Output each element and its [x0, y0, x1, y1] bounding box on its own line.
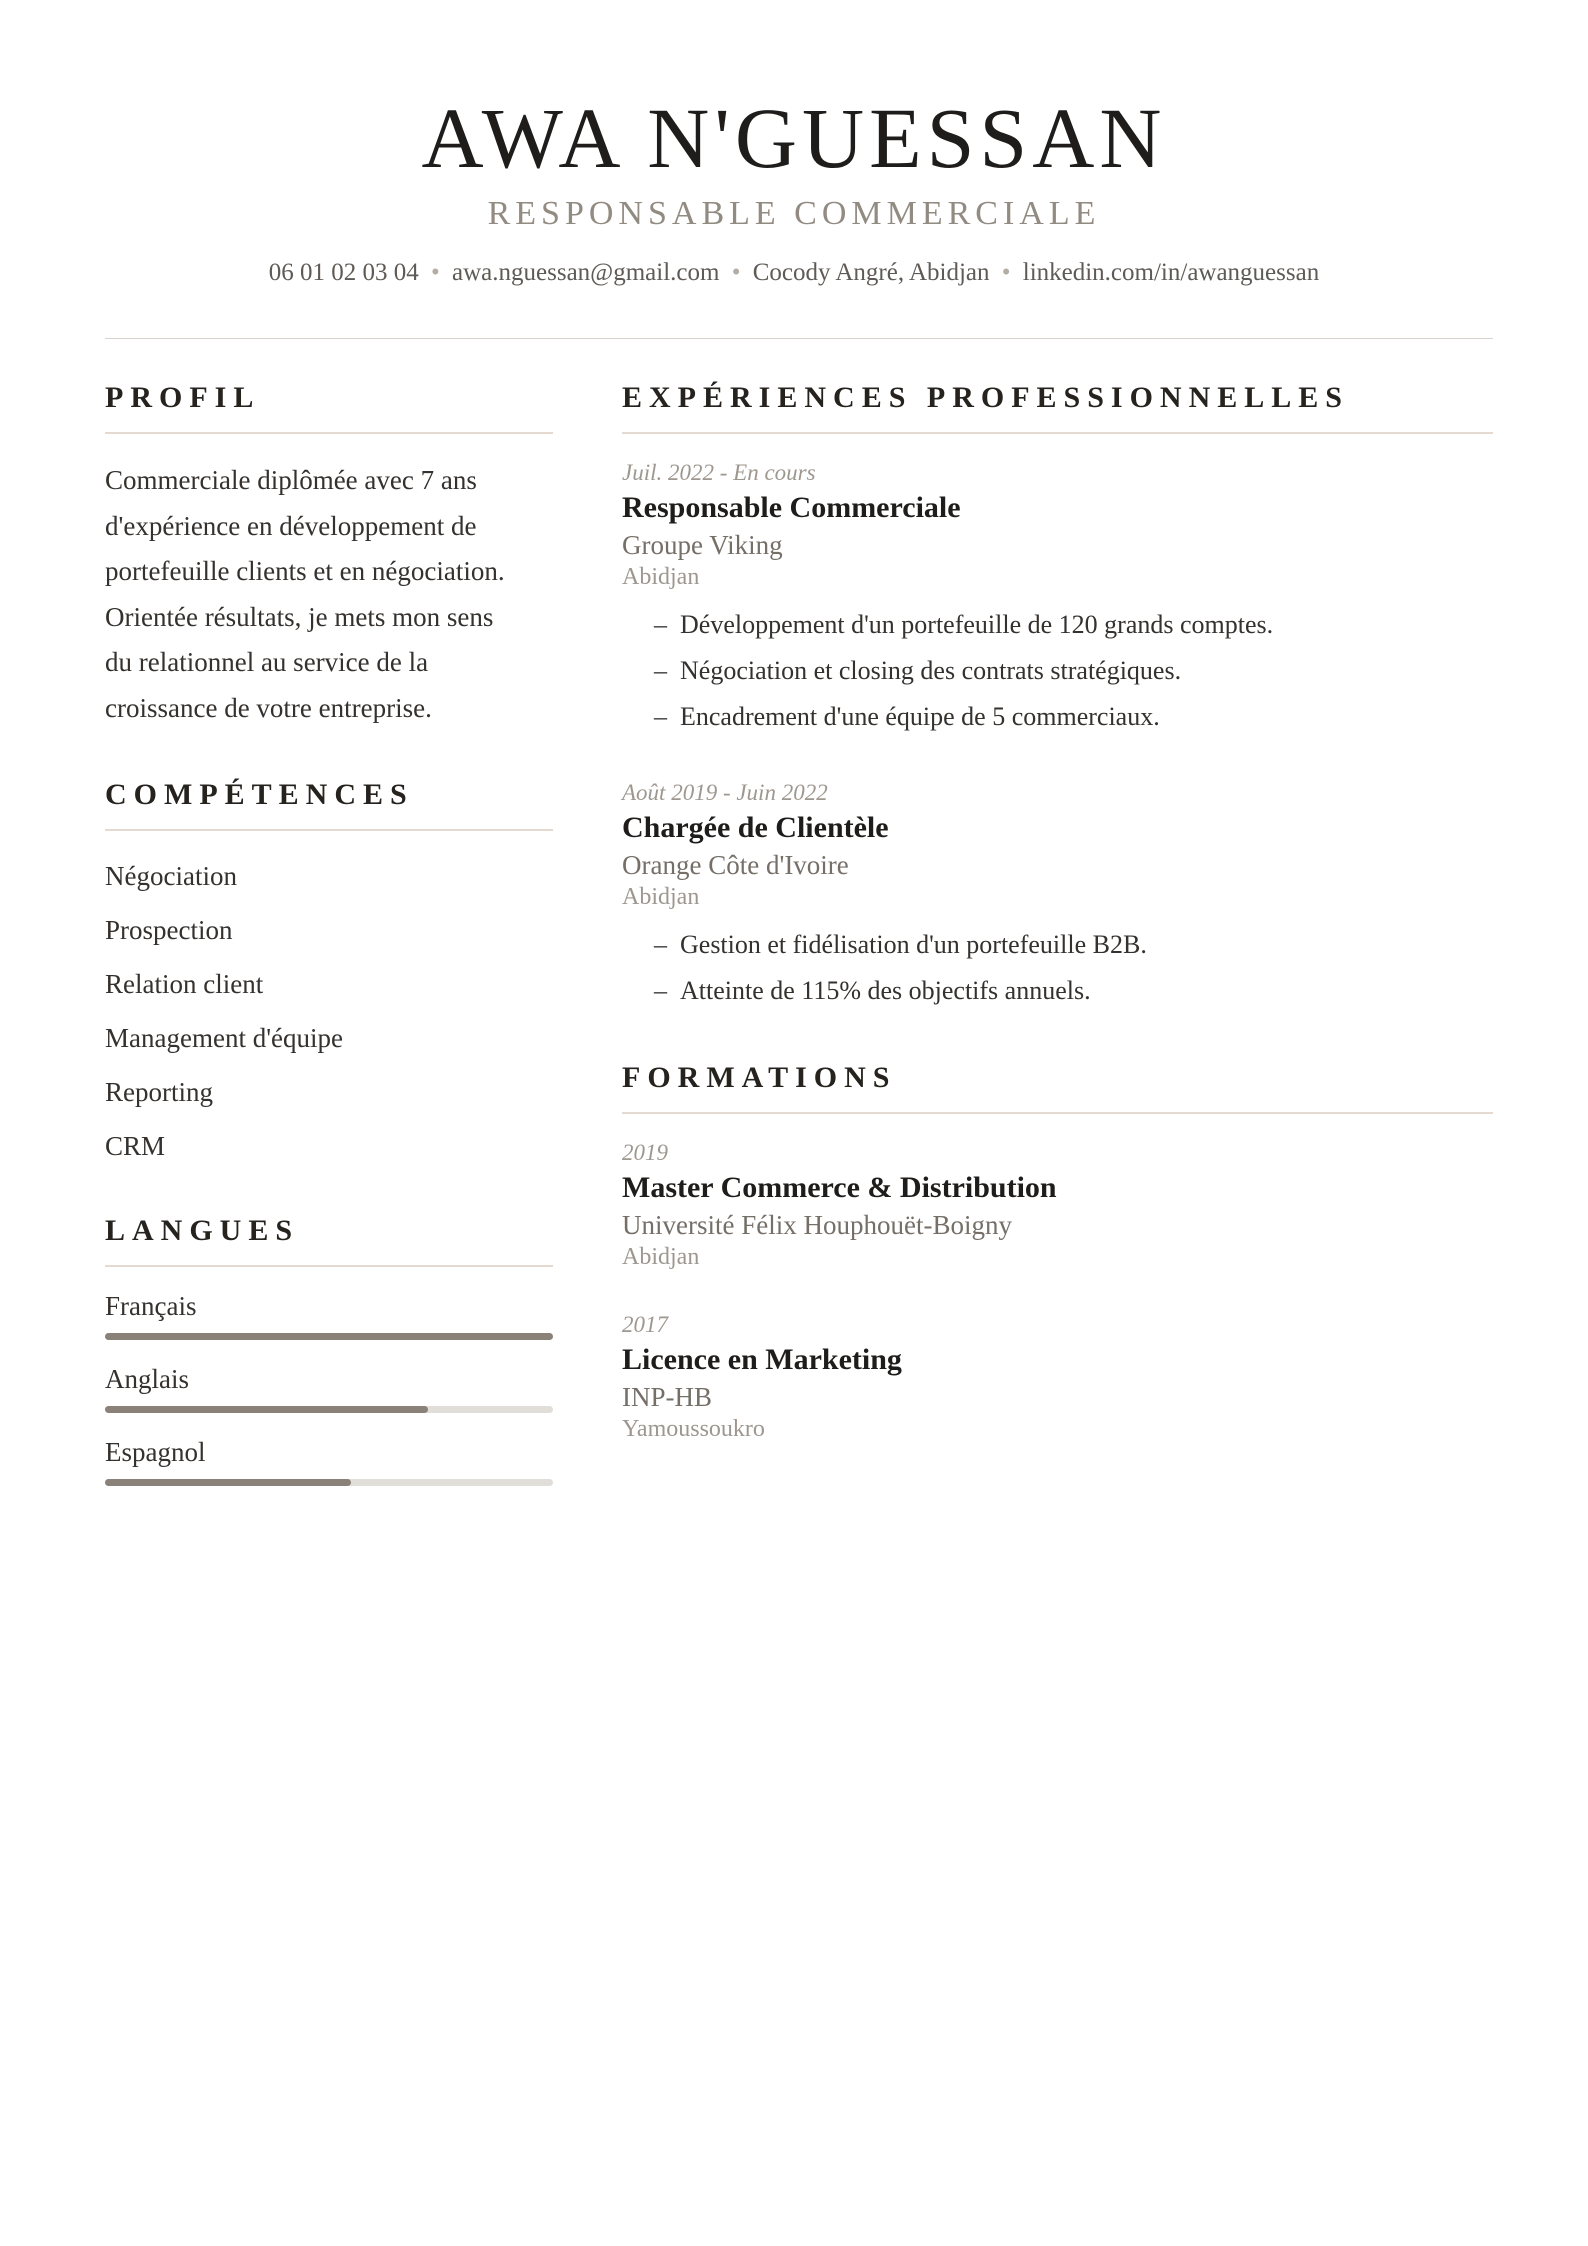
- bullet-item: – Encadrement d'une équipe de 5 commerciaux.: [654, 702, 1160, 731]
- entry-role: Responsable Commerciale: [622, 491, 961, 524]
- address: Cocody Angré, Abidjan: [752, 259, 990, 286]
- profile-line: portefeuille clients et en négociation.: [105, 556, 505, 586]
- entry-bullets: [622, 602, 1493, 740]
- separator-dot: •: [1001, 259, 1011, 286]
- bullet-item: – Négociation et closing des contrats stratégiques.: [654, 656, 1182, 685]
- experience-entry: [622, 778, 1493, 1014]
- language-level-bar: [105, 1406, 553, 1413]
- entry-date: Août 2019 - Juin 2022: [622, 780, 828, 805]
- education-entry: [622, 1138, 1493, 1272]
- skills-section: [105, 777, 553, 1173]
- entry-degree: Licence en Marketing: [622, 1343, 902, 1376]
- entry-bullets: [622, 922, 1493, 1014]
- entry-location: Abidjan: [622, 564, 700, 590]
- entry-company: Orange Côte d'Ivoire: [622, 850, 849, 880]
- entry-date: 2019: [622, 1140, 668, 1165]
- bullet-text: Gestion et fidélisation d'un portefeuille B2B.: [680, 930, 1147, 959]
- entry-school: INP-HB: [622, 1382, 713, 1412]
- contact-line: [0, 258, 1588, 288]
- candidate-name: AWA N'GUESSAN: [421, 90, 1167, 186]
- section-heading-profil: PROFIL: [105, 380, 553, 434]
- education-entry: [622, 1310, 1493, 1444]
- right-column: [622, 380, 1493, 1444]
- bullet-text: Négociation et closing des contrats stratégiques.: [680, 656, 1182, 685]
- separator-dot: •: [731, 259, 741, 286]
- left-column: [105, 380, 553, 1486]
- section-heading-competences: COMPÉTENCES: [105, 777, 553, 831]
- profile-line: Commerciale diplômée avec 7 ans: [105, 465, 477, 495]
- resume-header: [0, 90, 1588, 288]
- entry-school: Université Félix Houphouët-Boigny: [622, 1210, 1012, 1240]
- separator-dot: •: [431, 259, 440, 286]
- bullet-text: Atteinte de 115% des objectifs annuels.: [680, 976, 1091, 1005]
- skill-item: Négociation: [105, 861, 237, 891]
- entry-location: Abidjan: [622, 884, 700, 910]
- experience-section: [622, 380, 1493, 1014]
- language-item: [105, 1423, 553, 1486]
- language-name: Anglais: [105, 1364, 189, 1394]
- entry-role: Chargée de Clientèle: [622, 811, 889, 844]
- phone: 06 01 02 03 04: [268, 259, 419, 286]
- skill-item: Reporting: [105, 1077, 213, 1107]
- language-item: [105, 1277, 553, 1340]
- language-level-bar: [105, 1479, 553, 1486]
- skill-item: Relation client: [105, 969, 264, 999]
- email: awa.nguessan@gmail.com: [452, 259, 720, 286]
- bullet-item: – Gestion et fidélisation d'un portefeuille B2B.: [654, 930, 1147, 959]
- skills-list: [105, 849, 553, 1173]
- education-section: [622, 1060, 1493, 1444]
- skill-item: Management d'équipe: [105, 1023, 344, 1053]
- profile-section: [105, 380, 553, 731]
- section-heading-formations: FORMATIONS: [622, 1060, 1493, 1114]
- profile-line: d'expérience en développement de: [105, 510, 477, 541]
- bullet-text: Encadrement d'une équipe de 5 commerciaux.: [680, 702, 1160, 731]
- section-heading-langues: LANGUES: [105, 1213, 553, 1267]
- language-level-bar: [105, 1333, 553, 1340]
- language-item: [105, 1350, 553, 1413]
- profile-line: croissance de votre entreprise.: [105, 692, 432, 723]
- section-heading-experiences: EXPÉRIENCES PROFESSIONNELLES: [622, 380, 1493, 434]
- entry-degree: Master Commerce & Distribution: [622, 1171, 1057, 1204]
- linkedin: linkedin.com/in/awanguessan: [1022, 259, 1320, 286]
- language-level-fill: [105, 1406, 428, 1413]
- language-name: Espagnol: [105, 1437, 206, 1467]
- job-title: RESPONSABLE COMMERCIALE: [487, 195, 1101, 232]
- entry-company: Groupe Viking: [622, 530, 783, 560]
- header-divider: [105, 338, 1493, 339]
- skill-item: CRM: [105, 1131, 166, 1161]
- languages-section: [105, 1213, 553, 1486]
- entry-location: Yamoussoukro: [622, 1416, 765, 1442]
- language-level-fill: [105, 1479, 351, 1486]
- entry-date: Juil. 2022 - En cours: [622, 460, 816, 485]
- language-level-fill: [105, 1333, 553, 1340]
- bullet-item: – Atteinte de 115% des objectifs annuels.: [654, 976, 1091, 1005]
- language-name: Français: [105, 1291, 197, 1321]
- profile-text: [105, 458, 553, 731]
- bullet-item: – Développement d'un portefeuille de 120 grands comptes.: [654, 610, 1274, 639]
- bullet-text: Développement d'un portefeuille de 120 grands comptes.: [680, 610, 1274, 639]
- entry-date: 2017: [622, 1312, 668, 1337]
- experience-entry: [622, 458, 1493, 740]
- skill-item: Prospection: [105, 915, 233, 945]
- entry-location: Abidjan: [622, 1244, 700, 1270]
- profile-line: Orientée résultats, je mets mon sens: [105, 601, 494, 632]
- profile-line: du relationnel au service de la: [105, 647, 429, 677]
